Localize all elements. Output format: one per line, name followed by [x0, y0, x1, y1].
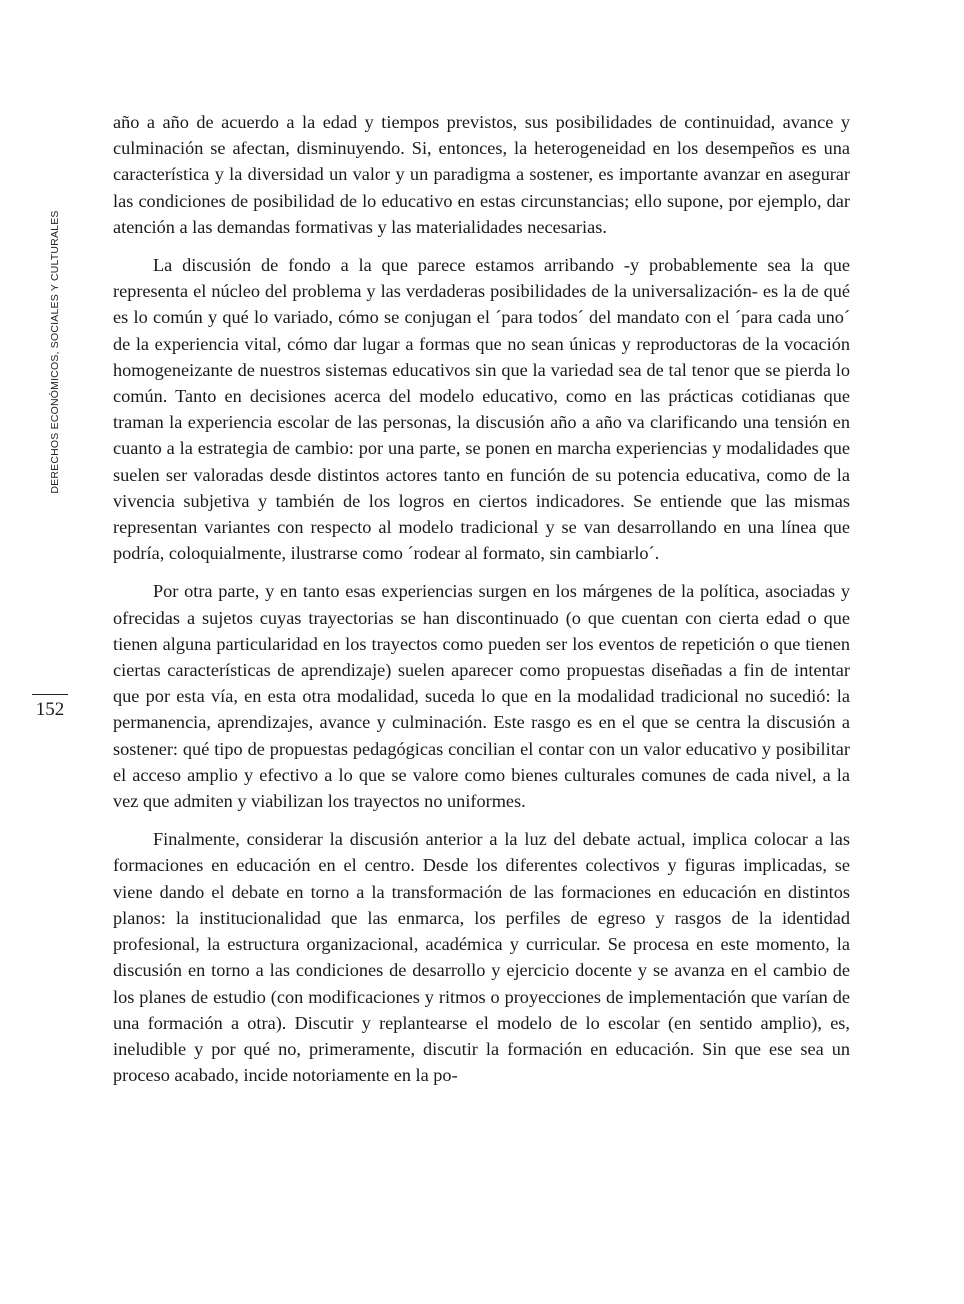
running-head: DERECHOS ECONÓMICOS, SOCIALES Y CULTURALES [49, 210, 61, 494]
page-number-rule [32, 694, 68, 695]
paragraph-3: Por otra parte, y en tanto esas experiencias surgen en los márgenes de la política, asociadas y ofrecidas a sujetos cuyas trayectorias se han discontinuado (o que cuentan con cierta edad o que tienen alguna particularidad en los trayectos como pueden ser los eventos de repetición o que tienen ciertas características de aprendizaje) suelen aparecer como propuestas diseñadas a fin de intentar que por esta vía, en esta otra modalidad, suceda lo que en la modalidad tradicional no sucedió: la permanencia, aprendizajes, avance y culminación. Este rasgo es en el que se centra la discusión a sostener: qué tipo de propuestas pedagógicas concilian el contar con un valor educativo y posibilitar el acceso amplio y efectivo a lo que se valore como bienes culturales comunes de cada nivel, a la vez que admiten y viabilizan los trayectos no uniformes. [113, 581, 850, 812]
paragraph-1: año a año de acuerdo a la edad y tiempos previstos, sus posibilidades de continuidad, avance y culminación se afectan, disminuyendo. Si, entonces, la heterogeneidad en los desempeños es una característica y la diversidad un valor y un paradigma a sostener, es importante avanzar en asegurar las condiciones de posibilidad de lo educativo en estas circunstancias; ello supone, por ejemplo, dar atención a las demandas formativas y las materialidades necesarias. [113, 112, 850, 237]
paragraph-4: Finalmente, considerar la discusión anterior a la luz del debate actual, implica colocar a las formaciones en educación en el centro. Desde los diferentes colectivos y figuras implicadas, se viene dando el debate en torno a la transformación de las formaciones en educación en distintos planos: la institucionalidad que las enmarca, los perfiles de egreso y rasgos de la identidad profesional, la estructura organizacional, académica y curricular. Se procesa en este momento, la discusión en torno a las condiciones de desarrollo y ejercicio docente y se avanza en el cambio de los planes de estudio (con modificaciones y ritmos o proyecciones de implementación que varían de una formación a otra). Discutir y replantearse el modelo de lo escolar (en sentido amplio), es, ineludible y por qué no, primeramente, discutir la formación en educación. Sin que ese sea un proceso acabado, incide notoriamente en la po- [113, 829, 850, 1086]
paragraph-2: La discusión de fondo a la que parece estamos arribando -y probablemente sea la que representa el núcleo del problema y las verdaderas posibilidades de la universalización- es la de qué es lo común y qué lo variado, cómo se conjugan el ´para todos´ del mandato con el ´para cada uno´ de la experiencia vital, cómo dar lugar a formas que no sean únicas y reproductoras de la vocación homogeneizante de nuestros sistemas educativos sin que la variedad sea de tal tenor que se pierda lo común. Tanto en decisiones acerca del modelo educativo, como en las prácticas cotidianas que traman la experiencia escolar de las personas, la discusión año a año va clarificando una tensión en cuanto a la estrategia de cambio: por una parte, se ponen en marcha experiencias y modalidades que suelen ser valoradas desde distintos actores tanto en función de su potencia educativa, como de la vivencia subjetiva y también de los logros en ciertos indicadores. Se entiende que las mismas representan variantes con respecto al modelo tradicional y se van desarrollando en una línea que podría, coloquialmente, ilustrarse como ´rodear al formato, sin cambiarlo´. [113, 255, 850, 564]
page-number: 152 [35, 699, 65, 720]
body-text [113, 109, 850, 1088]
